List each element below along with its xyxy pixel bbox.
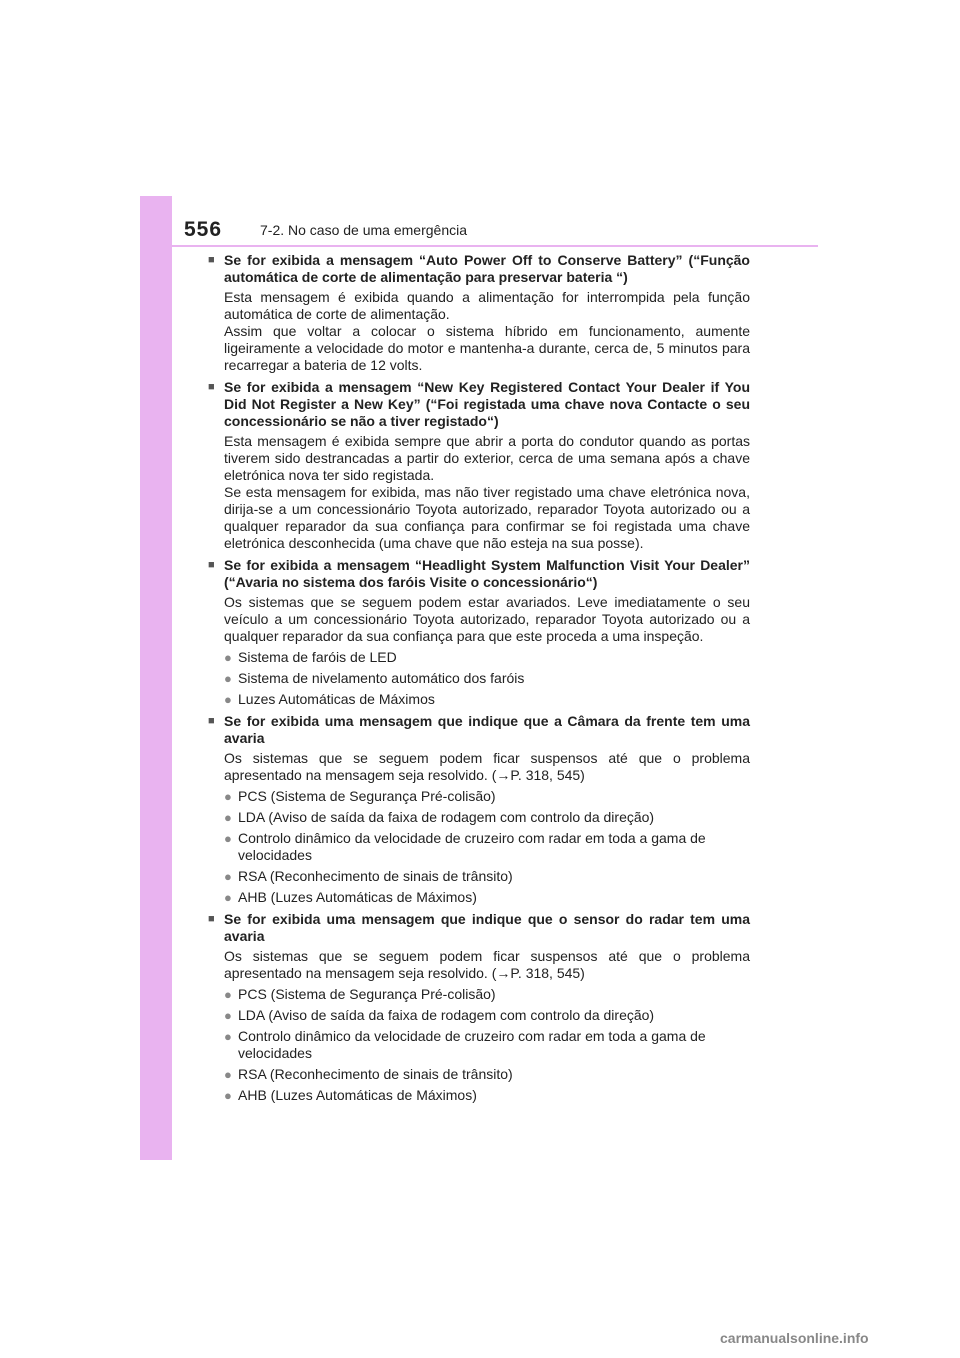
section-heading-text: Se for exibida a mensagem “Auto Power Off to Conserve Battery” (“Função automática de corte de alimentação para preservar bateria “) xyxy=(224,252,750,285)
circle-bullet-icon: ● xyxy=(224,987,232,1002)
list-item-text: RSA (Reconhecimento de sinais de trânsito) xyxy=(238,868,513,884)
list-item-text: RSA (Reconhecimento de sinais de trânsito) xyxy=(238,1066,513,1082)
list-item xyxy=(208,889,750,906)
list-item xyxy=(208,1007,750,1024)
list-item-text: Luzes Automáticas de Máximos xyxy=(238,691,435,707)
paragraph: Esta mensagem é exibida quando a alimentação for interrompida pela função automática de corte de alimentação. xyxy=(224,289,750,322)
list-item-text: Sistema de faróis de LED xyxy=(238,649,397,665)
list-item-text: Controlo dinâmico da velocidade de cruzeiro com radar em toda a gama de velocidades xyxy=(238,1028,706,1061)
paragraph: Assim que voltar a colocar o sistema híbrido em funcionamento, aumente ligeiramente a velocidade do motor e mantenha-a durante, cerca de, 5 minutos para recarregar a bateria de 12 volts. xyxy=(224,323,750,373)
section-heading-text: Se for exibida a mensagem “New Key Registered Contact Your Dealer if You Did Not Register a New Key” (“Foi registada uma chave nova Contacte o seu concessionário se não a tiver registado“) xyxy=(224,379,750,429)
list-item-text: AHB (Luzes Automáticas de Máximos) xyxy=(238,1087,477,1103)
circle-bullet-icon: ● xyxy=(224,692,232,707)
section-sidebar-tab xyxy=(140,196,172,1160)
list-item xyxy=(208,691,750,708)
section-heading xyxy=(208,252,750,286)
list-item-text: Sistema de nivelamento automático dos faróis xyxy=(238,670,525,686)
list-item xyxy=(208,1087,750,1104)
list-item xyxy=(208,788,750,805)
section-title: 7-2. No caso de uma emergência xyxy=(260,222,467,238)
section-heading xyxy=(208,557,750,591)
square-bullet-icon: ■ xyxy=(208,254,215,266)
list-item xyxy=(208,830,750,864)
list-item xyxy=(208,809,750,826)
paragraph: Os sistemas que se seguem podem estar avariados. Leve imediatamente o seu veículo a um concessionário Toyota autorizado, reparador Toyota autorizado ou a qualquer reparador da sua confiança para que este proceda a uma inspeção. xyxy=(224,594,750,644)
list-item xyxy=(208,1066,750,1083)
list-item xyxy=(208,649,750,666)
page-content xyxy=(208,252,750,1104)
circle-bullet-icon: ● xyxy=(224,1029,232,1044)
circle-bullet-icon: ● xyxy=(224,1008,232,1023)
list-item xyxy=(208,670,750,687)
square-bullet-icon: ■ xyxy=(208,559,215,571)
list-item-text: Controlo dinâmico da velocidade de cruzeiro com radar em toda a gama de velocidades xyxy=(238,830,706,863)
circle-bullet-icon: ● xyxy=(224,671,232,686)
section-heading-text: Se for exibida a mensagem “Headlight System Malfunction Visit Your Dealer” (“Avaria no sistema dos faróis Visite o concessionário“) xyxy=(224,557,750,590)
section-heading xyxy=(208,911,750,945)
list-item-text: LDA (Aviso de saída da faixa de rodagem com controlo da direção) xyxy=(238,1007,655,1023)
section-heading-text: Se for exibida uma mensagem que indique que a Câmara da frente tem uma avaria xyxy=(224,713,750,746)
square-bullet-icon: ■ xyxy=(208,913,215,925)
circle-bullet-icon: ● xyxy=(224,869,232,884)
page-number: 556 xyxy=(184,218,223,241)
circle-bullet-icon: ● xyxy=(224,1088,232,1103)
circle-bullet-icon: ● xyxy=(224,1067,232,1082)
circle-bullet-icon: ● xyxy=(224,890,232,905)
square-bullet-icon: ■ xyxy=(208,381,215,393)
square-bullet-icon: ■ xyxy=(208,715,215,727)
header-divider xyxy=(172,245,818,247)
list-item xyxy=(208,986,750,1003)
list-item-text: LDA (Aviso de saída da faixa de rodagem com controlo da direção) xyxy=(238,809,655,825)
paragraph: Esta mensagem é exibida sempre que abrir a porta do condutor quando as portas tiverem sido destrancadas a partir do exterior, cerca de uma semana após a chave eletrónica nova ter sido registada. xyxy=(224,433,750,483)
list-item xyxy=(208,1028,750,1062)
section-heading-text: Se for exibida uma mensagem que indique que o sensor do radar tem uma avaria xyxy=(224,911,750,944)
list-item-text: AHB (Luzes Automáticas de Máximos) xyxy=(238,889,477,905)
paragraph: Os sistemas que se seguem podem ficar suspensos até que o problema apresentado na mensagem seja resolvido. (→P. 318, 545) xyxy=(224,948,750,981)
list-item-text: PCS (Sistema de Segurança Pré-colisão) xyxy=(238,986,496,1002)
watermark: carmanualsonline.info xyxy=(720,1330,869,1346)
circle-bullet-icon: ● xyxy=(224,831,232,846)
circle-bullet-icon: ● xyxy=(224,789,232,804)
section-heading xyxy=(208,379,750,430)
section-heading xyxy=(208,713,750,747)
paragraph: Os sistemas que se seguem podem ficar suspensos até que o problema apresentado na mensagem seja resolvido. (→P. 318, 545) xyxy=(224,750,750,783)
circle-bullet-icon: ● xyxy=(224,650,232,665)
list-item-text: PCS (Sistema de Segurança Pré-colisão) xyxy=(238,788,496,804)
paragraph: Se esta mensagem for exibida, mas não tiver registado uma chave eletrónica nova, dirija-se a um concessionário Toyota autorizado, reparador Toyota autorizado ou a qualquer reparador da sua confiança para confirmar se foi registada uma chave eletrónica desconhecida (uma chave que não esteja na sua posse). xyxy=(224,484,750,551)
circle-bullet-icon: ● xyxy=(224,810,232,825)
list-item xyxy=(208,868,750,885)
